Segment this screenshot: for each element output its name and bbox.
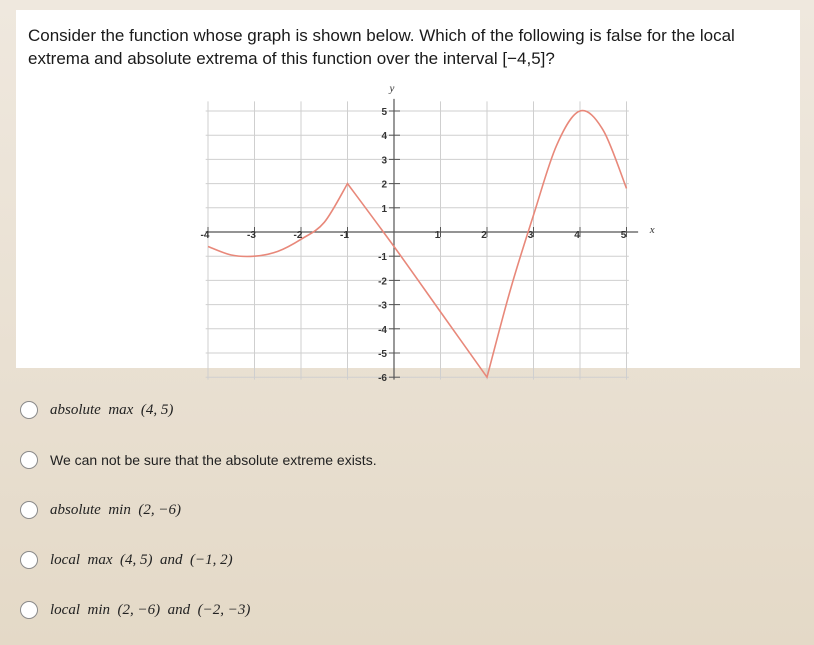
option-label: local min (2, −6) and (−2, −3): [50, 601, 251, 618]
option-absolute-min[interactable]: [20, 497, 181, 523]
y-tick-label: -2: [378, 276, 387, 288]
option-label: absolute min (2, −6): [50, 501, 181, 518]
y-tick-label: 5: [381, 107, 387, 118]
x-tick-label: 1: [434, 230, 441, 241]
radio-button[interactable]: [20, 501, 38, 519]
y-tick-label: -6: [378, 373, 387, 385]
x-tick-label: 3: [527, 230, 534, 241]
y-tick-label: -3: [378, 300, 387, 312]
question-text: Consider the function whose graph is shown below. Which of the following is false for the local extrema and absolute extrema of this function over the interval [−4,5]?: [28, 26, 735, 68]
option-local-max[interactable]: [20, 547, 233, 573]
y-tick-label: 3: [381, 155, 387, 167]
x-tick-label: -1: [340, 230, 349, 241]
x-tick-label: -4: [200, 230, 210, 241]
y-tick-label: -5: [378, 349, 387, 360]
y-tick-label: 1: [381, 203, 387, 215]
y-tick-label: -1: [378, 252, 387, 264]
radio-button[interactable]: [20, 451, 38, 469]
option-label: We can not be sure that the absolute extreme exists.: [50, 452, 377, 468]
x-axis-label: x: [649, 224, 655, 236]
x-tick-label: 2: [481, 230, 487, 241]
radio-button[interactable]: [20, 551, 38, 569]
option-local-min[interactable]: [20, 597, 250, 623]
x-tick-label: 5: [620, 230, 627, 241]
x-tick-label: -3: [247, 230, 256, 241]
y-tick-label: 4: [381, 131, 387, 143]
y-tick-label: 2: [381, 179, 387, 191]
y-axis-label: y: [389, 82, 395, 95]
option-label: local max (4, 5) and (−1, 2): [50, 551, 233, 568]
option-label: absolute max (4, 5): [50, 401, 174, 418]
y-tick-label: -4: [378, 324, 387, 336]
option-not-sure-absolute-extreme[interactable]: [20, 447, 377, 473]
x-tick-label: -2: [293, 230, 303, 241]
option-absolute-max[interactable]: [20, 397, 173, 423]
radio-button[interactable]: [20, 401, 38, 419]
x-tick-label: 4: [574, 230, 580, 241]
radio-button[interactable]: [20, 601, 38, 619]
